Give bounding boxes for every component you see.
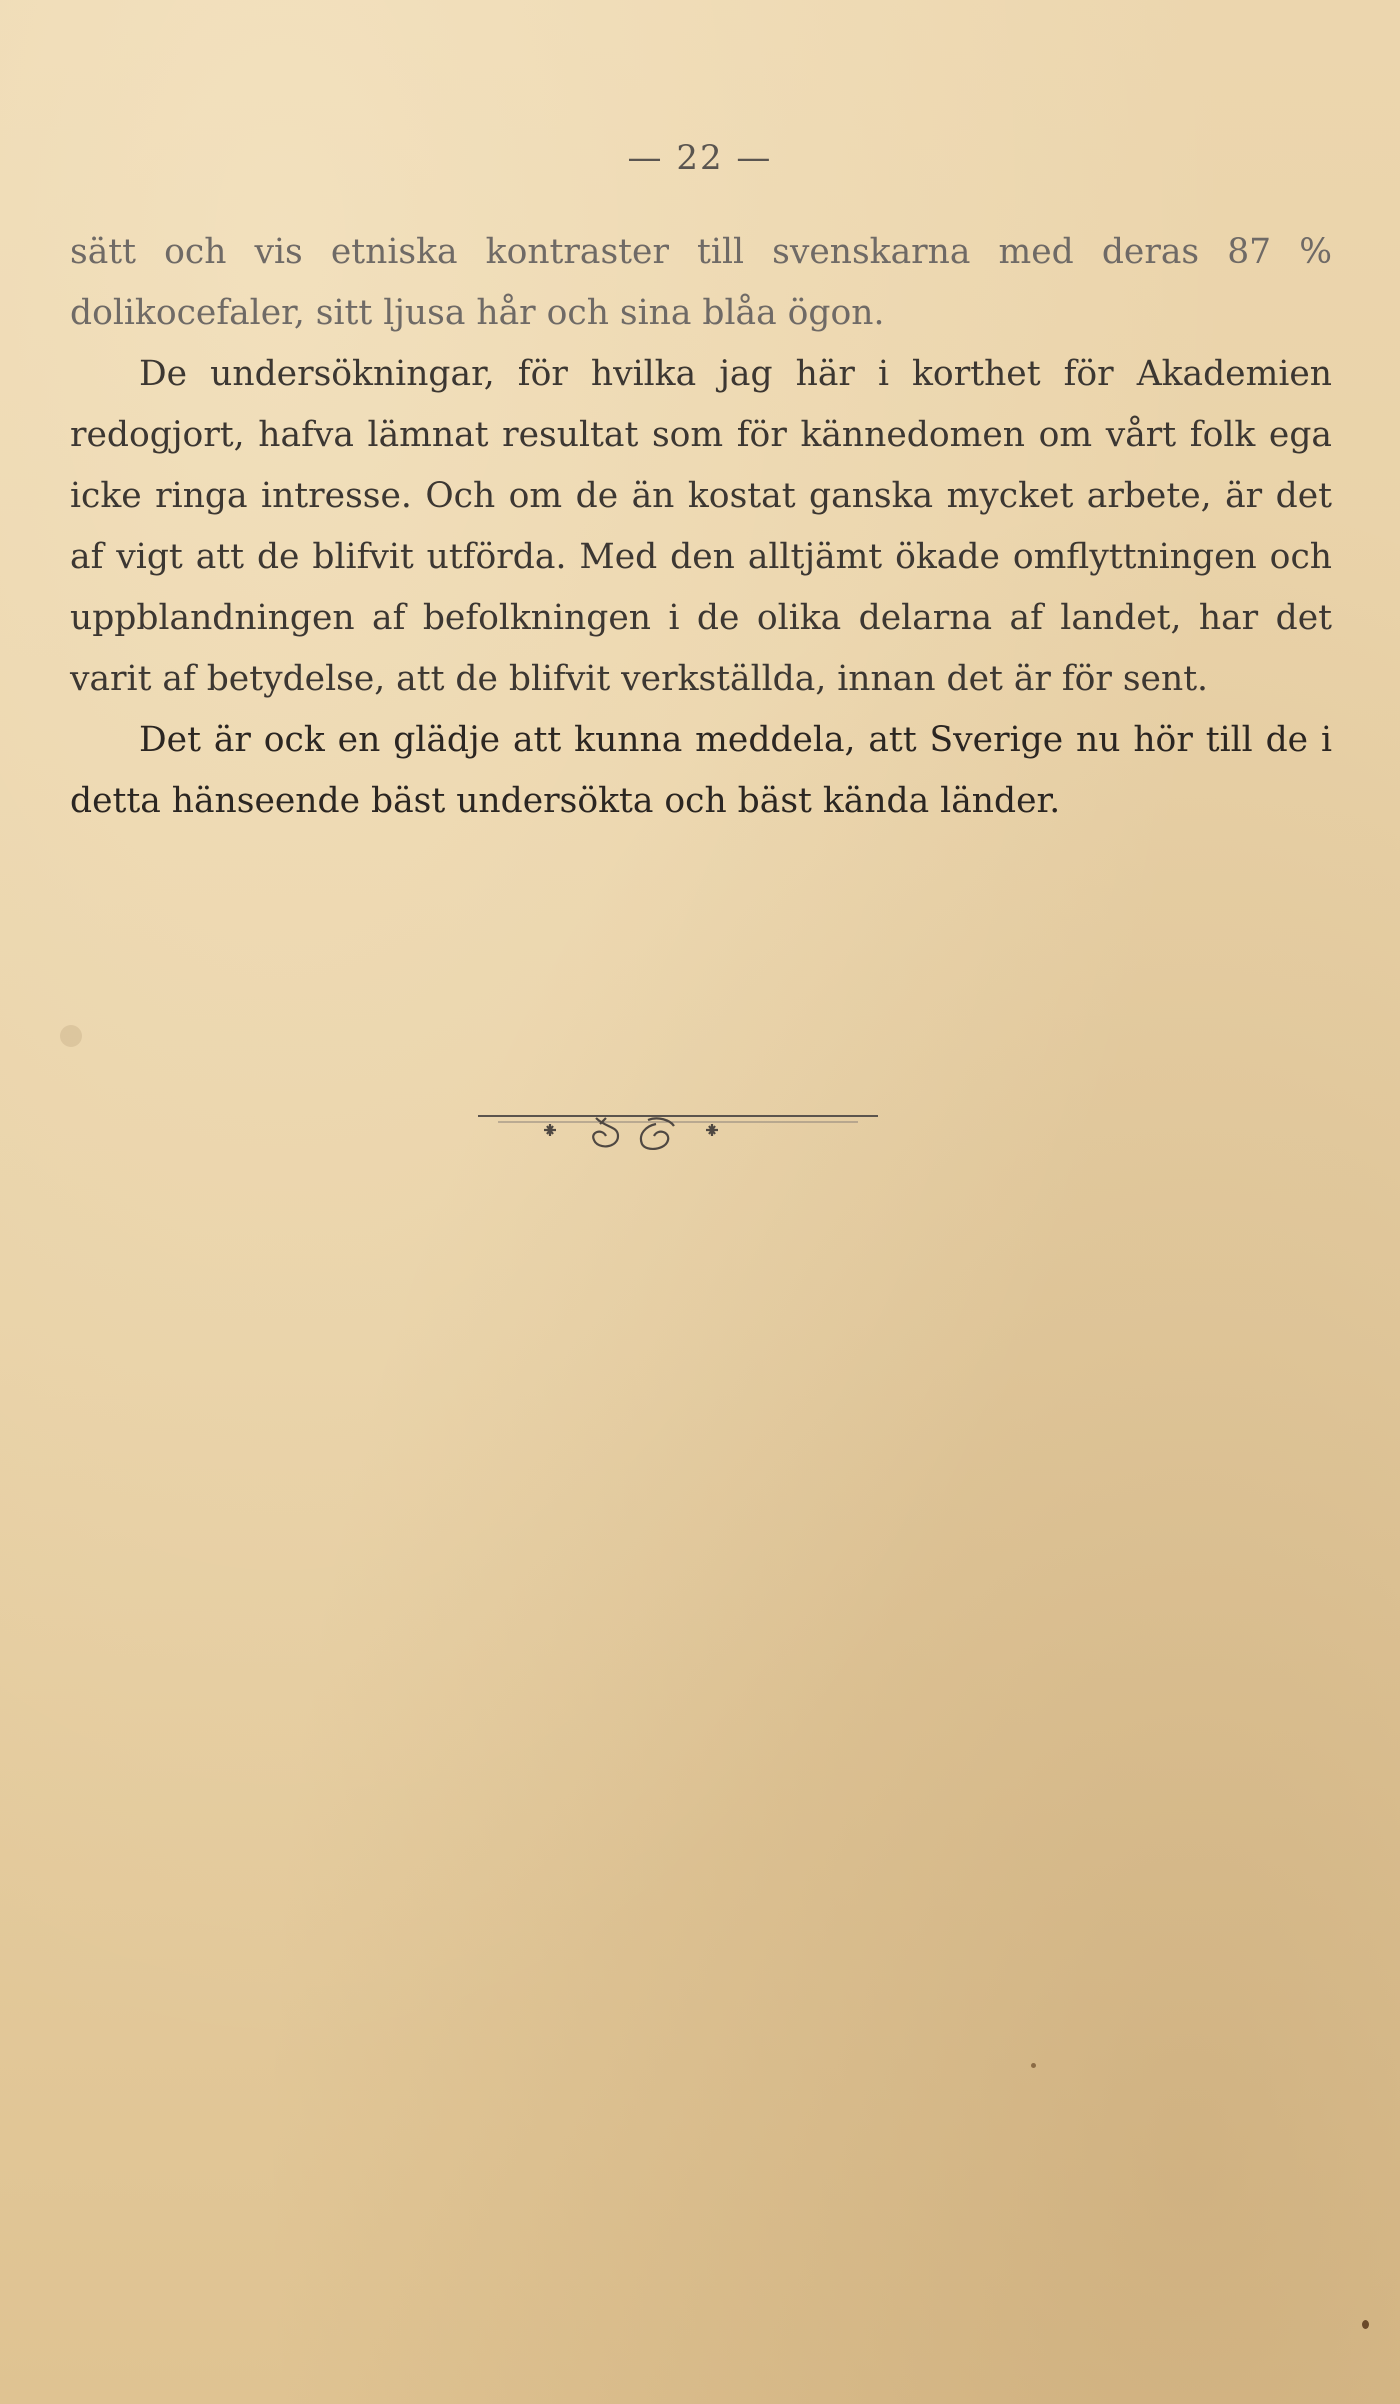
paragraph-2: De undersökningar, för hvilka jag här i korthet för Akademien redogjort, hafva lämnat resultat som för kännedomen om vårt folk ega icke ringa intresse. Och om de än kostat ganska mycket arbete, är det af vigt att de blifvit utförda. Med den alltjämt ökade omflyttningen och uppblandningen af befolkningen i de olika delarna af landet, har det varit af betydelse, att de blifvit verkställda, innan det är för sent. bbox=[70, 354, 1332, 699]
page-number: — 22 — bbox=[627, 138, 773, 178]
paragraph-1: sätt och vis etniska kontraster till svenskarna med deras 87 % dolikocefaler, sitt ljusa hår och sina blåa ögon. bbox=[70, 232, 1332, 333]
paper-speck bbox=[1362, 2320, 1369, 2329]
paper-stain bbox=[60, 1025, 82, 1047]
tailpiece-ornament-icon bbox=[478, 1102, 878, 1162]
body-text bbox=[70, 222, 1332, 832]
paper-speck bbox=[1031, 2063, 1036, 2068]
paragraph-3: Det är ock en glädje att kunna meddela, att Sverige nu hör till de i detta hänseende bäst undersökta och bäst kända länder. bbox=[70, 720, 1332, 821]
